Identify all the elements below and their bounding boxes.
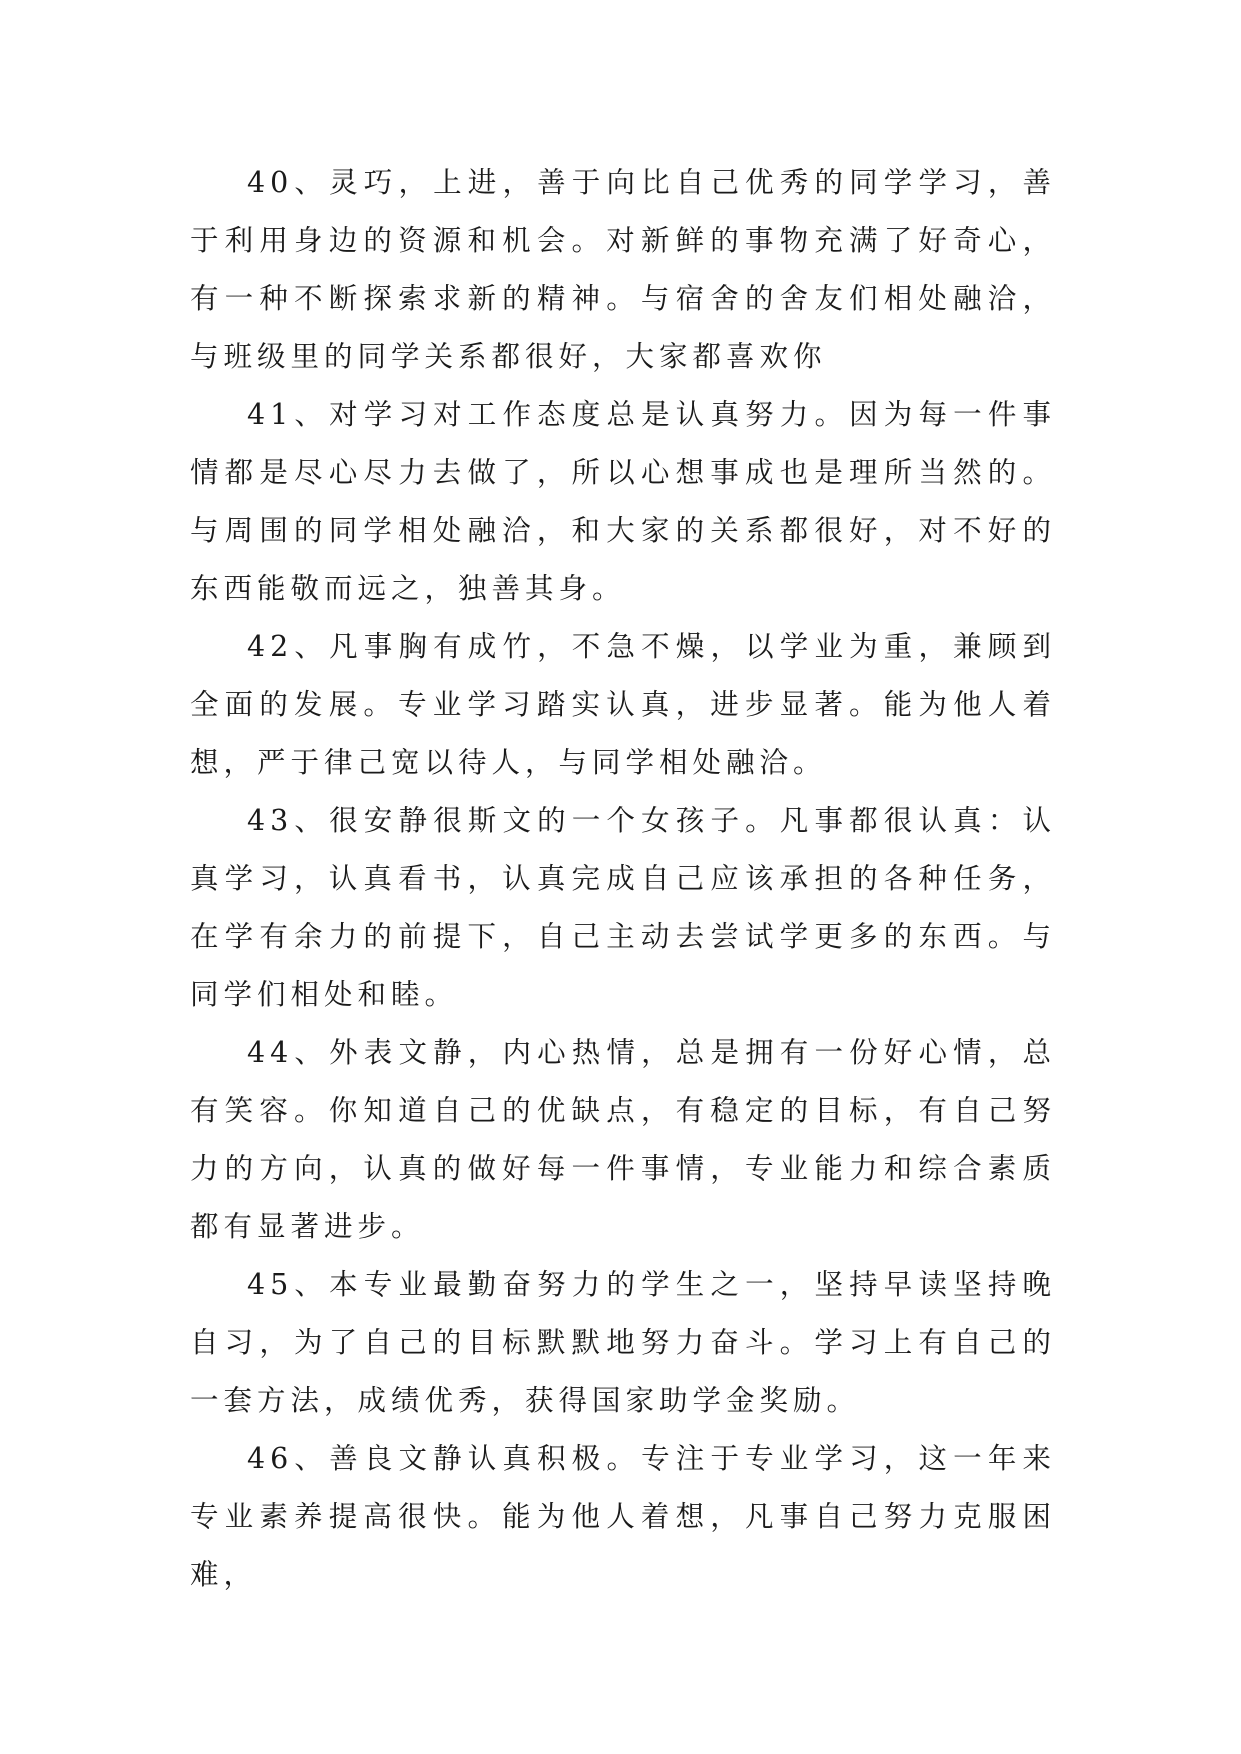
comment-paragraph-44: 44、外表文静，内心热情，总是拥有一份好心情，总有笑容。你知道自己的优缺点，有稳定的目标，有自己努力的方向，认真的做好每一件事情，专业能力和综合素质都有显著进步。 [190, 1036, 1056, 1243]
comment-paragraph-43: 43、很安静很斯文的一个女孩子。凡事都很认真：认真学习，认真看书，认真完成自己应该承担的各种任务，在学有余力的前提下，自己主动去尝试学更多的东西。与同学们相处和睦。 [190, 804, 1056, 1011]
document-body [190, 154, 1056, 1604]
comment-paragraph-45: 45、本专业最勤奋努力的学生之一，坚持早读坚持晚自习，为了自己的目标默默地努力奋斗。学习上有自己的一套方法，成绩优秀，获得国家助学金奖励。 [190, 1268, 1056, 1417]
comment-paragraph-41: 41、对学习对工作态度总是认真努力。因为每一件事情都是尽心尽力去做了，所以心想事成也是理所当然的。与周围的同学相处融洽，和大家的关系都很好，对不好的东西能敬而远之，独善其身。 [190, 398, 1056, 605]
comment-paragraph-40: 40、灵巧，上进，善于向比自己优秀的同学学习，善于利用身边的资源和机会。对新鲜的事物充满了好奇心，有一种不断探索求新的精神。与宿舍的舍友们相处融洽，与班级里的同学关系都很好，大家都喜欢你 [190, 166, 1056, 373]
comment-paragraph-42: 42、凡事胸有成竹，不急不燥，以学业为重，兼顾到全面的发展。专业学习踏实认真，进步显著。能为他人着想，严于律己宽以待人，与同学相处融洽。 [190, 630, 1056, 779]
comment-paragraph-46: 46、善良文静认真积极。专注于专业学习，这一年来专业素养提高很快。能为他人着想，凡事自己努力克服困难， [190, 1442, 1056, 1591]
